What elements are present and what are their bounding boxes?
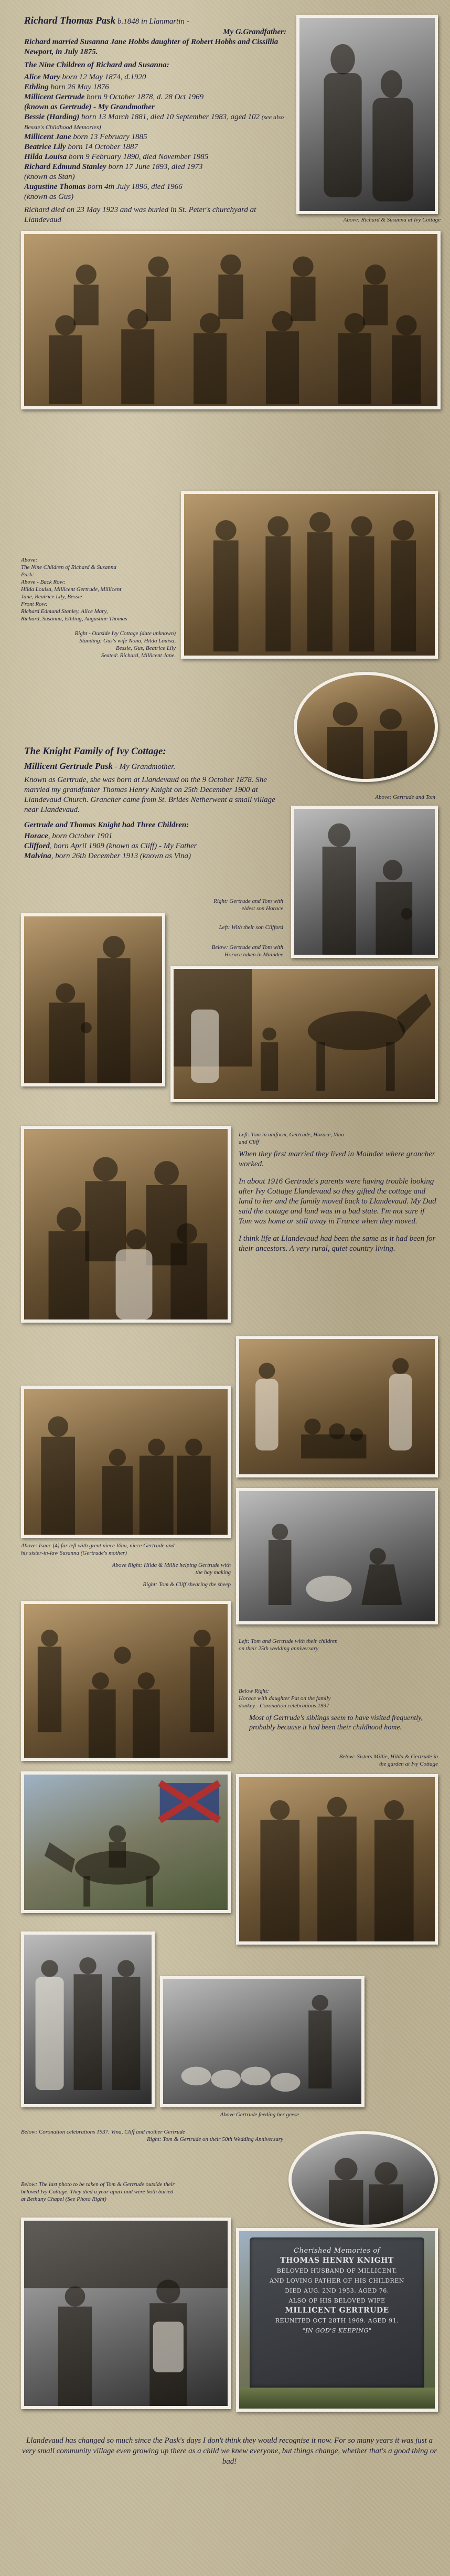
story-p3: I think life at Llandevaud had been the same as it had been for their ancestors. A very rural, quiet country living. [239,1234,436,1253]
caption-outside-ivy-cottage: Right - Outside Ivy Cottage (date unknown) Standing: Gus's wife Nona, Hilda Louisa, Bessie, Gus, Beatrice Lily Seated: Richard, Millicent Jane. [74,630,176,659]
siblings-note: Most of Gertrude's siblings seem to have visited frequently, probably because it had been their childhood home. [249,1714,423,1732]
children-list [24,72,292,202]
photo-25th-anniversary [21,1601,231,1761]
photo-nine-children [21,231,441,409]
caption-with-horace: Right: Gertrude and Tom with eldest son Horace [213,898,283,912]
child-item: Bessie (Harding) born 13 March 1881, died 10 September 1983, aged 102 (see also Bessie's Childhood Memories) [24,113,284,131]
child-item: Ethling born 26 May 1876 [24,83,109,91]
intro-heading: Richard Thomas Pask [24,15,116,26]
intro-married: Richard married Susanna Jane Hobbs daughter of Robert Hobbs and Cissillia Newport, in July 1875. [24,38,278,56]
caption-coronation-50th: Below: Coronation celebrations 1937. Vina, Cliff and mother Gertrude Right: Tom & Gertrude on their 50th Wedding Anniversary [21,2129,283,2142]
intro-heading-line2: My G.Grandfather: [223,28,286,36]
photo-gravestone [236,2228,438,2412]
caption-isaac: Above: Isaac (4) far left with great niece Vina, niece Gertrude and his sister-in-law Susanna (Gertrude's mother) [21,1543,175,1556]
caption-sisters-garden: Below: Sisters Millie, Hilda & Gertrude in the garden at Ivy Cottage [339,1754,438,1767]
photo-isaac-group [21,1386,231,1538]
intro-heading-suffix: b.1848 in Llanmartin - [117,17,189,26]
photo-tom-uniform-family [21,1126,231,1323]
caption-feeding-geese: Above Gertrude feeding her geese [220,2112,299,2118]
photo-50th-anniversary [288,2131,438,2228]
photo-donkey-coronation [21,1771,231,1913]
caption-last-photo: Below: The last photo to be taken of Tom & Gertrude outside their beloved Ivy Cottage. They died a year apart and were both buried at Bethany Chapel (See Photo Right) [21,2181,175,2202]
photo-maindee-horse [170,966,438,1102]
knight-child-item: Malvina, born 26th December 1913 (known as Vina) [24,852,191,860]
knight-sub: Millicent Gertrude Pask [24,761,113,771]
caption-with-clifford: Left: With their son Clifford [219,924,283,931]
knight-children-title: Gertrude and Thomas Knight had Three Children: [24,821,189,829]
story-p1: When they first married they lived in Maindee where grancher worked. [239,1150,435,1168]
photo-sisters-garden [236,1774,438,1945]
child-item: Alice Mary born 12 May 1874, d.1920 [24,73,146,81]
child-item: Augustine Thomas born 4th July 1896, died 1966 (known as Gus) [24,183,183,201]
child-item: Millicent Jane born 13 February 1885 [24,133,147,141]
caption-tom-uniform: Left: Tom in uniform, Gertrude, Horace, Vina and Cliff [239,1132,344,1145]
photo-haymaking [236,1336,438,1477]
grass [239,2388,435,2409]
gravestone-slab: Cherished Memories of THOMAS HENRY KNIGHT BELOVED HUSBAND OF MILLICENT, AND LOVING FATHER OF HIS CHILDREN DIED AUG. 2ND 1953. AGED 76. ALSO OF HIS BELOVED WIFE MILLICENT GERTRUDE REUNITED OCT 28TH 1969. AGED 91. "IN GOD'S KEEPING" [250,2237,424,2388]
caption-horace-maindee: Below: Gertrude and Tom with Horace taken in Maindee [211,944,283,958]
child-item: Millicent Gertrude born 9 October 1878, d. 28 Oct 1969 (known as Gertrude) - My Grandmother [24,93,204,111]
photo-sheep-shearing [236,1488,438,1624]
story-text [239,1149,438,1254]
story-p2: In about 1916 Gertrude's parents were having trouble looking after Ivy Cottage Llandevaud so they gifted the cottage and land to her and the family moved back to Llandevaud. My Dad said the cottage and land was in a bad state. I'm not sure if Tom was home or still away in France when they moved. [239,1177,436,1226]
knight-text: The Knight Family of Ivy Cottage: Millicent Gertrude Pask - My Grandmother. Known as Gertrude, she was born at Llandevaud on the 9 October 1878. She married my grandfather Thomas Henry Knight on 25th December 1900 at Llandevaud Church. Grancher came from St. Brides Netherwent a small village near Llandevaud. Gertrude and Thomas Knight had Three Children: Horace, born October 1901 Clifford, born April 1909 (known as Cliff) - My Father Malvina, born 26th December 1913 (known as Vina) [24,745,286,861]
photo-last-outside-cottage [21,2218,231,2409]
closing-text: Llandevaud has changed so much since the Pask's days I don't think they would recognise it now. For so many years it was just a very small community village even growing up there as a child we knew everyone, but things change, whether that's a good thing or bad! [22,2436,437,2466]
photo-richard-susanna [296,15,438,214]
children-title: The Nine Children of Richard and Susanna: [24,61,169,69]
intro-death: Richard died on 23 May 1923 and was buried in St. Peter's churchyard at Llandevaud [24,206,256,224]
child-item: Richard Edmund Stanley born 17 June 1893, died 1973 (known as Stan) [24,163,203,181]
caption-richard-susanna: Above: Richard & Susanna at Ivy Cottage [343,217,441,223]
knight-child-item: Clifford, born April 1909 (known as Cliff) - My Father [24,842,197,850]
caption-donkey: Below Right: Horace with daughter Pat on the family donkey - Coronation celebrations 1937 [239,1688,331,1709]
caption-gertrude-tom: Above: Gertrude and Tom [375,794,435,800]
knight-child-item: Horace, born October 1901 [24,832,113,840]
caption-shearing: Right: Tom & Cliff shearing the sheep [143,1581,231,1588]
photo-gertrude-tom-round [294,672,438,782]
photo-with-horace [291,806,438,958]
photo-outside-ivy-cottage [181,491,438,659]
knight-heading: The Knight Family of Ivy Cottage: [24,746,166,757]
caption-25th-anniversary: Left: Tom and Gertrude with their children on their 25th wedding anniversary [239,1638,338,1652]
caption-nine-children: Above: The Nine Children of Richard & Susanna Pask: Above - Back Row: Hilda Louisa, Millicent Gertrude, Millicent Jane, Beatrice Lily, Bessie Front Row: Richard Edmund Stanley, Alice Mary, Richard, Susanna, Ethling, Augustine Thomas [21,557,127,622]
photo-feeding-geese [160,1976,365,2107]
photo-with-clifford [21,913,165,1086]
child-item: Beatrice Lily born 14 October 1887 [24,143,138,151]
photo-coronation-1937 [21,1931,155,2107]
caption-haymaking: Above Right: Hilda & Millie helping Gertrude with the hay making [112,1562,231,1576]
child-item: Hilda Louisa born 9 February 1890, died November 1985 [24,153,209,161]
knight-para: Known as Gertrude, she was born at Llandevaud on the 9 October 1878. She married my grandfather Thomas Henry Knight on 25th December 1900 at Llandevaud Church. Grancher came from St. Brides Netherwent a small village near Llandevaud. [24,776,275,814]
intro-text [24,15,292,225]
